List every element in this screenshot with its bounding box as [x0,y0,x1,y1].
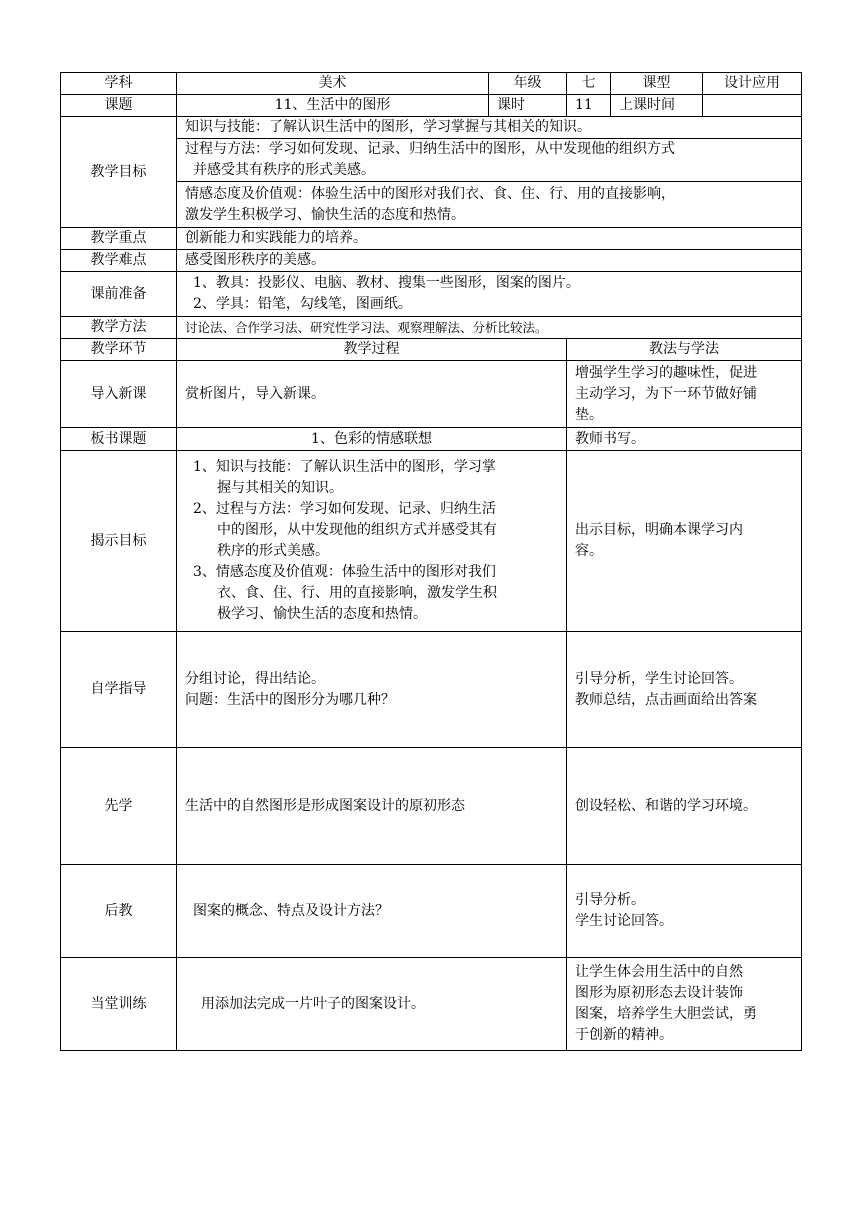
difficulty-label: 教学难点 [61,250,177,272]
first-learn-stage: 先学 [61,748,177,865]
practice-stage: 当堂训练 [61,958,177,1051]
class-time-label: 上课时间 [611,95,703,117]
intro-strategy-line1: 增强学生学习的趣味性，促进 [575,364,757,381]
intro-strategy-line2: 主动学习，为下一环节做好铺 [575,385,757,402]
after-teach-strategy-line2: 学生讨论回答。 [575,913,673,929]
intro-strategy [567,361,802,428]
subject-value: 美术 [177,73,489,95]
reveal-goals-strategy-line2: 容。 [575,543,603,559]
goals-emotion-line2: 激发学生积极学习、愉快生活的态度和热情。 [185,206,465,223]
key-point-row [61,228,802,250]
practice-row [61,958,802,1051]
after-teach-stage: 后教 [61,865,177,958]
after-teach-row [61,865,802,958]
reveal-goal-3-line2: 衣、食、住、行、用的直接影响，激发学生积 [217,585,497,601]
intro-strategy-line3: 垫。 [575,406,603,423]
column-process: 教学过程 [177,339,567,361]
reveal-goals-stage: 揭示目标 [61,451,177,632]
preparation-label: 课前准备 [61,272,177,317]
topic-value: 11、生活中的图形 [177,95,489,117]
goals-emotion [177,182,802,228]
first-learn-process: 生活中的自然图形是形成图案设计的原初形态 [177,748,567,865]
self-study-row [61,632,802,748]
after-teach-strategy-line1: 引导分析。 [575,892,645,908]
board-strategy: 教师书写。 [567,428,802,451]
column-strategy: 教法与学法 [567,339,802,361]
lesson-plan-table [60,72,802,1051]
hours-value: 11 [567,95,611,117]
intro-row [61,361,802,428]
board-row [61,428,802,451]
practice-strategy-line1: 让学生体会用生活中的自然 [575,964,743,980]
method-value: 讨论法、合作学习法、研究性学习法、观察理解法、分析比较法。 [177,317,802,339]
reveal-goal-3-line3: 极学习、愉快生活的态度和热情。 [217,606,427,622]
preparation-line2: 2、学具：铅笔，勾线笔，图画纸。 [193,296,412,312]
self-study-stage: 自学指导 [61,632,177,748]
goals-row-knowledge [61,117,802,139]
after-teach-strategy [567,865,802,958]
key-point-label: 教学重点 [61,228,177,250]
preparation-line1: 1、教具：投影仪、电脑、教材、搜集一些图形，图案的图片。 [193,275,580,291]
topic-label: 课题 [61,95,177,117]
self-study-process-line2: 问题：生活中的图形分为哪几种？ [185,691,395,708]
reveal-goal-2-line1: 2、过程与方法：学习如何发现、记录、归纳生活 [193,501,496,517]
grade-label: 年级 [489,73,567,95]
key-point-value: 创新能力和实践能力的培养。 [177,228,802,250]
method-row [61,317,802,339]
subject-label: 学科 [61,73,177,95]
reveal-goals-strategy [567,451,802,632]
self-study-process-line1: 分组讨论，得出结论。 [185,670,325,687]
first-learn-strategy: 创设轻松、和谐的学习环境。 [567,748,802,865]
reveal-goal-2-line3: 秩序的形式美感。 [217,543,329,559]
goals-label: 教学目标 [61,117,177,228]
reveal-goal-1-line2: 握与其相关的知识。 [217,480,343,496]
hours-label: 课时 [489,95,567,117]
preparation-row [61,272,802,317]
first-learn-row [61,748,802,865]
board-stage: 板书课题 [61,428,177,451]
goals-emotion-line1: 情感态度及价值观：体验生活中的图形对我们衣、食、住、行、用的直接影响， [185,185,675,202]
board-process: 1、色彩的情感联想 [177,428,567,451]
goals-process [177,139,802,182]
practice-strategy-line4: 于创新的精神。 [575,1027,673,1043]
intro-stage: 导入新课 [61,361,177,428]
self-study-strategy-line2: 教师总结，点击画面给出答案 [575,691,757,708]
difficulty-value: 感受图形秩序的美感。 [177,250,802,272]
process-header-row [61,339,802,361]
practice-process: 用添加法完成一片叶子的图案设计。 [177,958,567,1051]
column-stage: 教学环节 [61,339,177,361]
reveal-goal-3-line1: 3、情感态度及价值观：体验生活中的图形对我们 [193,564,496,580]
goals-process-line2: 并感受其有秩序的形式美感。 [193,162,375,178]
lesson-type-value: 设计应用 [703,73,802,95]
header-row-1 [61,73,802,95]
reveal-goals-strategy-line1: 出示目标，明确本课学习内 [575,522,743,538]
practice-strategy-line3: 图案，培养学生大胆尝试，勇 [575,1006,757,1022]
difficulty-row [61,250,802,272]
goals-knowledge: 知识与技能：了解认识生活中的图形，学习掌握与其相关的知识。 [177,117,802,139]
reveal-goals-row [61,451,802,632]
reveal-goal-2-line2: 中的图形，从中发现他的组织方式并感受其有 [217,522,497,538]
class-time-value [703,95,802,117]
goals-process-line1: 过程与方法：学习如何发现、记录、归纳生活中的图形，从中发现他的组织方式 [185,141,675,157]
intro-process: 赏析图片，导入新课。 [177,361,567,428]
practice-strategy-line2: 图形为原初形态去设计装饰 [575,985,743,1001]
reveal-goal-1-line1: 1、知识与技能：了解认识生活中的图形，学习掌 [193,459,496,475]
reveal-goals-process [177,451,567,632]
practice-strategy [567,958,802,1051]
self-study-strategy [567,632,802,748]
after-teach-process: 图案的概念、特点及设计方法？ [177,865,567,958]
self-study-strategy-line1: 引导分析，学生讨论回答。 [575,670,743,687]
method-label: 教学方法 [61,317,177,339]
preparation-value [177,272,802,317]
lesson-type-label: 课型 [611,73,703,95]
header-row-2 [61,95,802,117]
grade-value: 七 [567,73,611,95]
self-study-process [177,632,567,748]
